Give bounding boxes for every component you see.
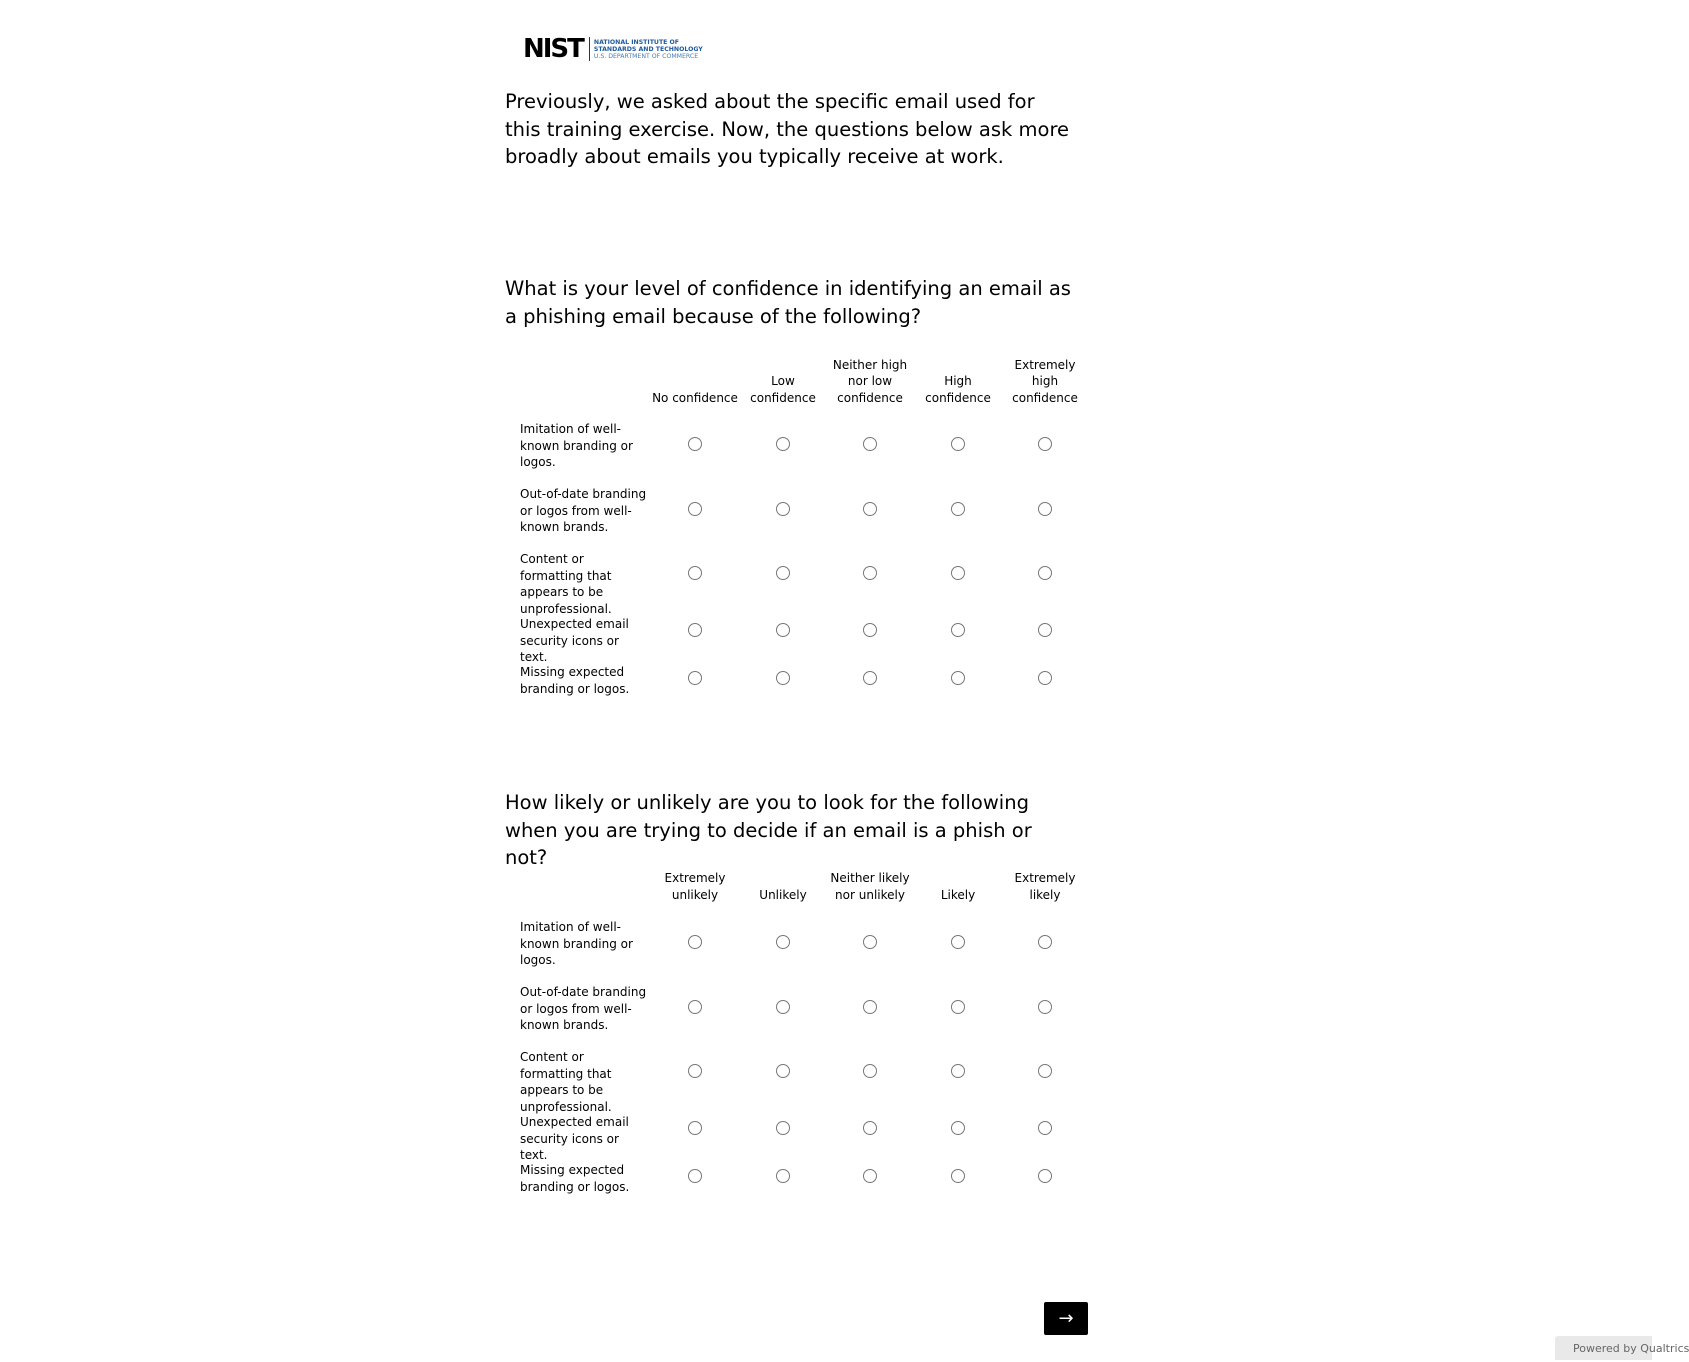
- intro-text: Previously, we asked about the specific email used for this training exercise. Now, the questions below ask more broadly about emails you typically receive at work.: [505, 90, 1070, 168]
- q2-radio-r5-c1[interactable]: [688, 1169, 702, 1183]
- powered-by-footer[interactable]: Powered by Qualtrics: [1555, 1336, 1652, 1360]
- q2-radio-r3-c2[interactable]: [776, 1064, 790, 1078]
- logo-line-3: U.S. DEPARTMENT OF COMMERCE: [593, 52, 699, 60]
- q2-radio-r2-c1[interactable]: [688, 1000, 702, 1014]
- q2-radio-r1-c1[interactable]: [688, 935, 702, 949]
- q1-radio-r2-c4[interactable]: [951, 502, 965, 516]
- q2-row-label: Unexpected email security icons or text.: [520, 1115, 629, 1162]
- q1-radio-r1-c4[interactable]: [951, 437, 965, 451]
- logo-line-2: STANDARDS AND TECHNOLOGY: [593, 45, 703, 53]
- q2-column-header-label: Extremely unlikely: [664, 871, 726, 902]
- q2-row-label: Missing expected branding or logos.: [520, 1163, 630, 1194]
- q1-column-header: [914, 346, 1002, 406]
- q1-radio-r4-c1[interactable]: [688, 623, 702, 637]
- q2-radio-r4-c1[interactable]: [688, 1121, 702, 1135]
- q1-title: What is your level of confidence in identifying an email as a phishing email because of the following?: [505, 277, 1071, 328]
- q1-row-label: Missing expected branding or logos.: [520, 665, 630, 696]
- q2-column-header-label: Likely: [940, 887, 976, 902]
- q1-radio-r1-c2[interactable]: [776, 437, 790, 451]
- q1-radio-r5-c5[interactable]: [1038, 671, 1052, 685]
- q1-row-label: Unexpected email security icons or text.: [520, 617, 629, 664]
- logo-mark: NIST: [523, 34, 583, 64]
- q2-radio-r1-c4[interactable]: [951, 935, 965, 949]
- q2-radio-r2-c5[interactable]: [1038, 1000, 1052, 1014]
- logo-line-1: NATIONAL INSTITUTE OF: [593, 38, 680, 46]
- q2-radio-r5-c4[interactable]: [951, 1169, 965, 1183]
- q1-column-header: [739, 346, 827, 406]
- q2-column-header: [826, 843, 914, 903]
- q2-radio-r1-c5[interactable]: [1038, 935, 1052, 949]
- q2-column-header: [739, 843, 827, 903]
- q2-title: How likely or unlikely are you to look for the following when you are trying to decide if an email is a phish or not?: [505, 791, 1032, 869]
- q2-column-header: [651, 843, 739, 903]
- q2-radio-r3-c4[interactable]: [951, 1064, 965, 1078]
- logo-divider: [589, 37, 590, 61]
- q1-column-header-label: Extremely high confidence: [1012, 357, 1078, 405]
- q2-radio-r3-c3[interactable]: [863, 1064, 877, 1078]
- q1-row-label: Imitation of well-known branding or logos.: [520, 422, 633, 469]
- q1-radio-r2-c1[interactable]: [688, 502, 702, 516]
- q1-radio-r1-c3[interactable]: [863, 437, 877, 451]
- q2-column-header-label: Unlikely: [759, 887, 807, 902]
- q1-radio-r5-c3[interactable]: [863, 671, 877, 685]
- q2-radio-r1-c3[interactable]: [863, 935, 877, 949]
- q1-radio-r3-c2[interactable]: [776, 566, 790, 580]
- q1-radio-r3-c5[interactable]: [1038, 566, 1052, 580]
- q1-radio-r4-c2[interactable]: [776, 623, 790, 637]
- q1-row-label: Content or formatting that appears to be unprofessional.: [520, 552, 612, 616]
- q2-radio-r5-c5[interactable]: [1038, 1169, 1052, 1183]
- next-button[interactable]: →: [1044, 1302, 1088, 1335]
- q1-column-header: [826, 346, 914, 406]
- q1-column-header-label: Neither high nor low confidence: [832, 357, 908, 405]
- q2-row-label: Content or formatting that appears to be unprofessional.: [520, 1050, 612, 1114]
- q2-column-header-label: Neither likely nor unlikely: [830, 871, 910, 902]
- q1-column-header-label: Low confidence: [750, 374, 816, 405]
- q1-radio-r2-c3[interactable]: [863, 502, 877, 516]
- q2-row-label: Imitation of well-known branding or logos.: [520, 920, 633, 967]
- q2-radio-r4-c4[interactable]: [951, 1121, 965, 1135]
- q1-radio-r1-c5[interactable]: [1038, 437, 1052, 451]
- q1-radio-r4-c5[interactable]: [1038, 623, 1052, 637]
- q2-radio-r4-c5[interactable]: [1038, 1121, 1052, 1135]
- q2-radio-r5-c3[interactable]: [863, 1169, 877, 1183]
- q2-radio-r4-c2[interactable]: [776, 1121, 790, 1135]
- q1-radio-r2-c5[interactable]: [1038, 502, 1052, 516]
- q1-column-header: [651, 346, 739, 406]
- logo-text: [594, 39, 703, 60]
- q1-radio-r3-c1[interactable]: [688, 566, 702, 580]
- q1-radio-r4-c3[interactable]: [863, 623, 877, 637]
- q1-radio-r3-c4[interactable]: [951, 566, 965, 580]
- q1-column-header-label: High confidence: [925, 374, 991, 405]
- q2-radio-r3-c5[interactable]: [1038, 1064, 1052, 1078]
- q1-column-header-label: No confidence: [652, 390, 738, 405]
- q2-column-header: [1001, 843, 1089, 903]
- q1-radio-r5-c1[interactable]: [688, 671, 702, 685]
- q2-radio-r2-c3[interactable]: [863, 1000, 877, 1014]
- q1-radio-r1-c1[interactable]: [688, 437, 702, 451]
- q1-radio-r3-c3[interactable]: [863, 566, 877, 580]
- q2-column-header: [914, 843, 1002, 903]
- q2-radio-r2-c4[interactable]: [951, 1000, 965, 1014]
- q2-radio-r4-c3[interactable]: [863, 1121, 877, 1135]
- nist-logo: [523, 34, 703, 64]
- q1-radio-r2-c2[interactable]: [776, 502, 790, 516]
- q1-radio-r5-c4[interactable]: [951, 671, 965, 685]
- q1-radio-r4-c4[interactable]: [951, 623, 965, 637]
- q1-column-header: [1001, 346, 1089, 406]
- q2-radio-r2-c2[interactable]: [776, 1000, 790, 1014]
- q2-radio-r5-c2[interactable]: [776, 1169, 790, 1183]
- q1-row-label: Out-of-date branding or logos from well-known brands.: [520, 487, 647, 534]
- q2-column-header-label: Extremely likely: [1014, 871, 1076, 902]
- q1-radio-r5-c2[interactable]: [776, 671, 790, 685]
- q2-radio-r1-c2[interactable]: [776, 935, 790, 949]
- q2-radio-r3-c1[interactable]: [688, 1064, 702, 1078]
- q2-row-label: Out-of-date branding or logos from well-known brands.: [520, 985, 647, 1032]
